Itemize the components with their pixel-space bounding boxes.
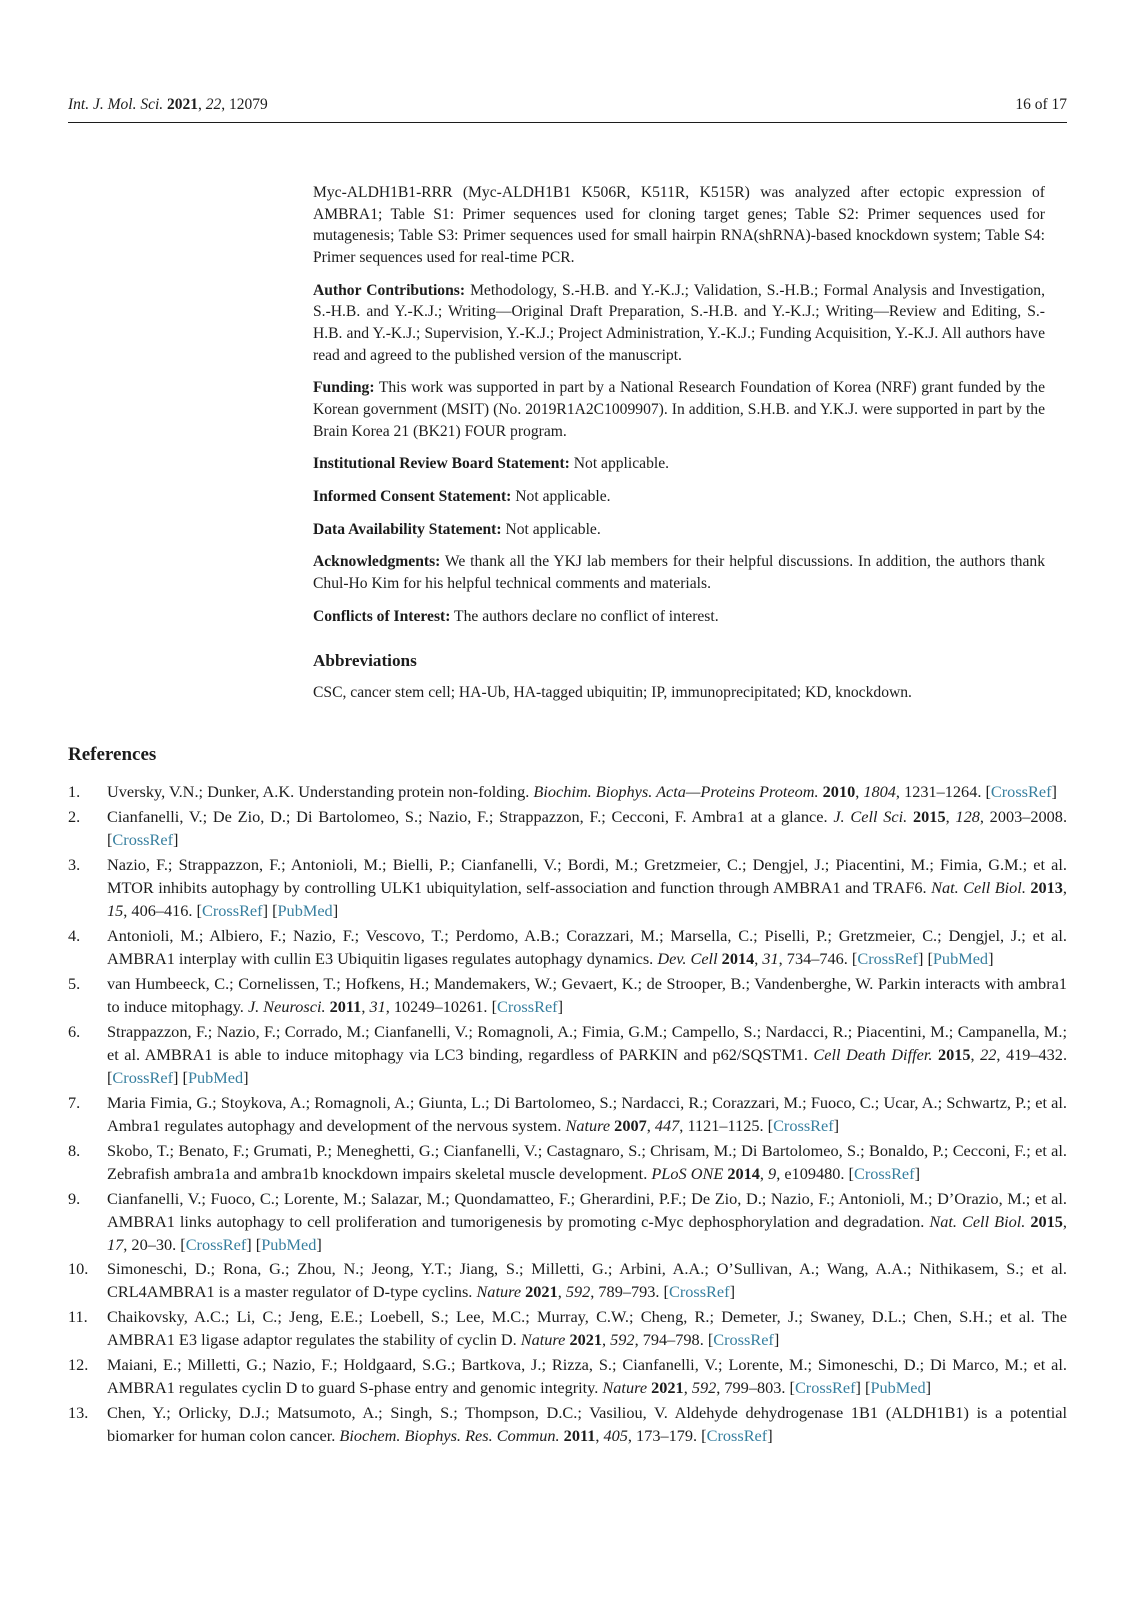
- text-segment: ,: [855, 782, 864, 802]
- text-segment: 22: [980, 1044, 997, 1064]
- statements: [313, 280, 1045, 628]
- text-segment: 2021: [167, 96, 199, 113]
- text-segment: 2007: [614, 1115, 647, 1135]
- text-segment: Strappazzon, F.; Nazio, F.; Corrado, M.; Cianfanelli, V.; Romagnoli, A.; Fimia, G.M.; Campello, S.; Nardacci, R.; Piacentini, M.; Campanella, M.; et al. AMBRA1 is able to induce mitophagy via LC3 binding, regardless of PARKIN and p62/SQSTM1.: [107, 1021, 1067, 1064]
- statement-paragraph: [313, 551, 1045, 594]
- references-list: [68, 781, 1067, 1448]
- crossref-link[interactable]: CrossRef: [112, 1067, 174, 1087]
- text-segment: , 1231–1264.: [895, 782, 986, 802]
- reference-number: 10.: [68, 1259, 89, 1279]
- statement-paragraph: [313, 377, 1045, 442]
- crossref-link[interactable]: CrossRef: [794, 1378, 856, 1398]
- link-bracket: [: [491, 996, 497, 1016]
- link-bracket: ]: [773, 1330, 780, 1350]
- text-segment: Nature: [476, 1282, 522, 1302]
- link-bracket: ]: [917, 948, 924, 968]
- text-segment: ,: [602, 1330, 611, 1350]
- text-segment: ,: [759, 1163, 769, 1183]
- link-bracket: [: [180, 1234, 186, 1254]
- reference-text: [107, 854, 1067, 923]
- text-segment: Chen, Y.; Orlicky, D.J.; Matsumoto, A.; Singh, S.; Thompson, D.C.; Vasiliou, V. Aldehyde dehydrogenase 1B1 (ALDH1B1) is a potential biomarker for human colon cancer.: [107, 1403, 1067, 1446]
- statement-text: Not applicable.: [569, 455, 670, 473]
- link-bracket: [: [707, 1330, 714, 1350]
- text-segment: ,: [1062, 1211, 1067, 1231]
- text-segment: Cell Death Differ.: [813, 1044, 933, 1064]
- reference-number: 11.: [68, 1307, 88, 1327]
- text-segment: 2015: [937, 1044, 971, 1064]
- link-bracket: [: [196, 900, 202, 920]
- statement-paragraph: [313, 606, 1045, 628]
- text-segment: ,: [198, 96, 206, 113]
- reference-number: 12.: [68, 1355, 89, 1375]
- crossref-link[interactable]: CrossRef: [706, 1426, 768, 1446]
- statement-text: Not applicable.: [511, 488, 611, 506]
- page-number: 16 of 17: [1015, 96, 1067, 113]
- text-segment: Simoneschi, D.; Rona, G.; Zhou, N.; Jeong, Y.T.; Jiang, S.; Milletti, G.; Arbini, A.A.; O’Sullivan, A.; Wang, A.A.; Nithikasem, S.; et al. CRL4AMBRA1 is a master regulator of D-type cyclins.: [107, 1259, 1067, 1302]
- reference-number: 4.: [68, 925, 81, 945]
- pubmed-link[interactable]: PubMed: [187, 1067, 244, 1087]
- journal-citation: [68, 96, 268, 114]
- reference-item: [68, 806, 1067, 852]
- link-bracket: [: [107, 830, 113, 850]
- text-segment: , 20–30.: [123, 1234, 181, 1254]
- link-bracket: [: [701, 1426, 707, 1446]
- text-segment: , 789–793.: [590, 1282, 664, 1302]
- statement-label: Acknowledgments:: [313, 553, 441, 571]
- reference-text: [107, 1140, 1067, 1186]
- link-bracket: [: [663, 1282, 669, 1302]
- statement-text: Methodology, S.-H.B. and Y.-K.J.; Validation, S.-H.B.; Formal Analysis and Investigation, S.-H.B. and Y.-K.J.; Writing—Original Draft Preparation, S.-H.B. and Y.-K.J.; Writing—Review and Editing, S.-H.B. and Y.-K.J.; Supervision, Y.-K.J.; Project Administration, Y.-K.J.; Funding Acquisition, Y.-K.J. All authors have read and agreed to the published version of the manuscript.: [313, 281, 1045, 364]
- crossref-link[interactable]: CrossRef: [668, 1282, 730, 1302]
- text-segment: 31: [762, 948, 779, 968]
- supplementary-paragraph: Myc-ALDH1B1-RRR (Myc-ALDH1B1 K506R, K511R, K515R) was analyzed after ectopic expression of AMBRA1; Table S1: Primer sequences used for cloning target genes; Table S2: Primer sequences used for mutagenesis; Table S3: Primer sequences used for small hairpin RNA(shRNA)-based knockdown system; Table S4: Primer sequences used for real-time PCR.: [313, 184, 1045, 267]
- text-segment: J. Neurosci.: [247, 996, 326, 1016]
- reference-item: [68, 1140, 1067, 1186]
- link-bracket: ]: [855, 1378, 861, 1398]
- reference-text: [107, 973, 1067, 1019]
- link-bracket: ]: [988, 948, 994, 968]
- text-segment: , 794–798.: [634, 1330, 708, 1350]
- text-segment: Nature: [565, 1115, 611, 1135]
- text-segment: ,: [361, 996, 370, 1016]
- statement-text: We thank all the YKJ lab members for their helpful discussions. In addition, the authors thank Chul-Ho Kim for his helpful technical comments and materials.: [313, 553, 1045, 593]
- link-bracket: ]: [767, 1426, 773, 1446]
- reference-text: [107, 925, 1067, 971]
- statement-text: This work was supported in part by a National Research Foundation of Korea (NRF) grant funded by the Korean government (MSIT) (No. 2019R1A2C1009907). In addition, S.H.B. and Y.K.J. were supported in part by the Brain Korea 21 (BK21) FOUR program.: [313, 379, 1045, 440]
- reference-text: [107, 1258, 1067, 1304]
- text-segment: 405: [603, 1426, 628, 1446]
- reference-item: [68, 1402, 1067, 1448]
- text-segment: ,: [945, 807, 956, 827]
- text-segment: 9: [768, 1163, 777, 1183]
- link-bracket: [: [182, 1067, 188, 1087]
- reference-number: 7.: [68, 1092, 81, 1112]
- link-bracket: [: [767, 1115, 774, 1135]
- reference-text: [107, 806, 1067, 852]
- statement-paragraph: [313, 280, 1045, 367]
- references-section: [68, 744, 1067, 1448]
- reference-number: 13.: [68, 1403, 89, 1423]
- back-matter-column: [313, 182, 1045, 704]
- link-bracket: ]: [246, 1234, 252, 1254]
- text-segment: ,: [683, 1378, 692, 1398]
- statement-paragraph: [313, 519, 1045, 541]
- reference-text: [107, 1021, 1067, 1090]
- statement-label: Author Contributions:: [313, 281, 466, 299]
- crossref-link[interactable]: CrossRef: [773, 1115, 834, 1135]
- text-segment: ,: [970, 1044, 981, 1064]
- link-bracket: ]: [925, 1378, 932, 1398]
- crossref-link[interactable]: CrossRef: [713, 1330, 774, 1350]
- link-bracket: [: [985, 782, 991, 802]
- reference-number: 6.: [68, 1021, 81, 1041]
- text-segment: Uversky, V.N.; Dunker, A.K. Understanding protein non-folding.: [107, 782, 534, 802]
- abbreviations-heading: Abbreviations: [313, 651, 417, 671]
- reference-number: 2.: [68, 807, 81, 827]
- page-header: [68, 96, 1067, 123]
- text-segment: , 10249–10261.: [385, 996, 492, 1016]
- text-segment: ,: [646, 1115, 655, 1135]
- text-segment: Nazio, F.; Strappazzon, F.; Antonioli, M.; Bielli, P.; Cianfanelli, V.; Bordi, M.; Gretzmeier, C.; Dengjel, J.; Piacentini, M.; Fimia, G.M.; et al. MTOR inhibits autophagy by controlling ULK1 ubiquitylation, self-association and function through AMBRA1 and TRAF6.: [107, 855, 1067, 897]
- link-bracket: [: [107, 1067, 113, 1087]
- link-bracket: ]: [833, 1115, 840, 1135]
- text-segment: 2011: [563, 1426, 596, 1446]
- text-segment: Skobo, T.; Benato, F.; Grumati, P.; Meneghetti, G.; Cianfanelli, V.; Castagnaro, S.; Chrisam, M.; Di Bartolomeo, S.; Bonaldo, P.; Cecconi, F.; et al. Zebrafish ambra1a and ambra1b knockdown impairs skeletal muscle development.: [107, 1140, 1067, 1183]
- text-segment: , 406–416.: [123, 900, 197, 920]
- text-segment: 2011: [329, 996, 362, 1016]
- link-bracket: [: [255, 1234, 262, 1254]
- pubmed-link[interactable]: PubMed: [932, 948, 989, 968]
- reference-number: 8.: [68, 1140, 81, 1160]
- text-segment: , 1121–1125.: [679, 1115, 768, 1135]
- link-bracket: ]: [243, 1067, 249, 1087]
- text-segment: 2014: [721, 948, 755, 968]
- link-bracket: ]: [1051, 782, 1057, 802]
- reference-text: [107, 1402, 1067, 1448]
- text-segment: Biochim. Biophys. Acta—Proteins Proteom.: [533, 782, 819, 802]
- text-segment: 2013: [1030, 877, 1063, 897]
- text-segment: ,: [557, 1282, 566, 1302]
- statement-text: The authors declare no conflict of interest.: [450, 607, 719, 625]
- reference-text: [107, 1354, 1067, 1400]
- link-bracket: ]: [173, 1067, 179, 1087]
- text-segment: PLoS ONE: [651, 1163, 724, 1183]
- text-segment: 22: [205, 96, 222, 113]
- abbreviations-text: CSC, cancer stem cell; HA-Ub, HA-tagged ubiquitin; IP, immunoprecipitated; KD, knockdown.: [313, 684, 912, 702]
- text-segment: , 799–803.: [716, 1378, 790, 1398]
- text-segment: , 173–179.: [627, 1426, 702, 1446]
- link-bracket: [: [848, 1163, 854, 1183]
- reference-text: [107, 1188, 1067, 1257]
- text-segment: Cianfanelli, V.; De Zio, D.; Di Bartolomeo, S.; Nazio, F.; Strappazzon, F.; Cecconi, F. Ambra1 at a glance.: [107, 807, 834, 827]
- text-segment: 31: [369, 996, 386, 1016]
- text-segment: , 12079: [221, 96, 268, 113]
- crossref-link[interactable]: CrossRef: [496, 996, 558, 1016]
- reference-item: [68, 854, 1067, 923]
- link-bracket: [: [789, 1378, 795, 1398]
- text-segment: 2021: [525, 1282, 558, 1302]
- reference-number: 3.: [68, 855, 81, 874]
- text-segment: Dev. Cell: [657, 948, 718, 968]
- text-segment: 1804: [863, 782, 896, 802]
- text-segment: Antonioli, M.; Albiero, F.; Nazio, F.; Vescovo, T.; Perdomo, A.B.; Corazzari, M.; Marsella, C.; Piselli, P.; Gretzmeier, C.; Dengjel, J.; et al. AMBRA1 interplay with cullin E3 Ubiquitin ligases regulates autophagy dynamics.: [107, 925, 1067, 968]
- text-segment: 2014: [727, 1163, 760, 1183]
- link-bracket: ]: [914, 1163, 920, 1183]
- text-segment: , 734–746.: [778, 948, 852, 968]
- link-bracket: ]: [173, 830, 179, 850]
- text-segment: Maiani, E.; Milletti, G.; Nazio, F.; Holdgaard, S.G.; Bartkova, J.; Rizza, S.; Cianfanelli, V.; Lorente, M.; Simoneschi, D.; Di Marco, M.; et al. AMBRA1 regulates cyclin D to guard S-phase entry and genomic integrity.: [107, 1355, 1067, 1398]
- text-segment: 2021: [569, 1330, 602, 1350]
- statement-label: Informed Consent Statement:: [313, 488, 512, 506]
- crossref-link[interactable]: CrossRef: [201, 900, 263, 920]
- reference-number: 9.: [68, 1188, 81, 1208]
- text-segment: van Humbeeck, C.; Cornelissen, T.; Hofkens, H.; Mandemakers, W.; Gevaert, K.; de Strooper, B.; Vandenberghe, W. Parkin interacts with ambra1 to induce mitophagy.: [107, 973, 1067, 1016]
- text-segment: , 419–432.: [996, 1044, 1068, 1064]
- reference-item: [68, 1306, 1067, 1352]
- text-segment: 592: [691, 1378, 717, 1398]
- reference-item: [68, 781, 1067, 804]
- text-segment: J. Cell Sci.: [833, 807, 908, 827]
- reference-number: 5.: [68, 973, 81, 993]
- link-bracket: ]: [557, 996, 564, 1016]
- text-segment: Nature: [520, 1330, 566, 1350]
- text-segment: 2021: [651, 1378, 684, 1398]
- text-segment: 17: [107, 1234, 124, 1254]
- pubmed-link[interactable]: PubMed: [261, 1234, 317, 1254]
- link-bracket: [: [927, 948, 933, 968]
- text-segment: ,: [595, 1426, 604, 1446]
- text-segment: Nat. Cell Biol.: [931, 877, 1026, 897]
- statement-label: Conflicts of Interest:: [313, 607, 451, 625]
- reference-item: [68, 1354, 1067, 1400]
- link-bracket: [: [272, 900, 278, 920]
- text-segment: 2015: [913, 807, 946, 827]
- text-segment: , e109480.: [776, 1163, 849, 1183]
- link-bracket: ]: [316, 1234, 322, 1254]
- crossref-link[interactable]: CrossRef: [990, 782, 1052, 802]
- text-segment: Maria Fimia, G.; Stoykova, A.; Romagnoli, A.; Giunta, L.; Di Bartolomeo, S.; Nardacci, R.; Corazzari, M.; Fuoco, C.; Ucar, A.; Schwartz, P.; et al. Ambra1 regulates autophagy and development of the nervous system.: [107, 1092, 1067, 1135]
- reference-text: [107, 1306, 1067, 1352]
- text-segment: Biochem. Biophys. Res. Commun.: [339, 1426, 560, 1446]
- reference-number: 1.: [68, 782, 81, 802]
- pubmed-link[interactable]: PubMed: [277, 900, 333, 920]
- reference-item: [68, 1188, 1067, 1257]
- statement-label: Institutional Review Board Statement:: [313, 455, 570, 473]
- text-segment: Chaikovsky, A.C.; Li, C.; Jeng, E.E.; Loebell, S.; Lee, M.C.; Murray, C.W.; Cheng, R.; Demeter, J.; Swaney, D.L.; Chen, S.H.; et al. The AMBRA1 E3 ligase adaptor regulates the stability of cyclin D.: [107, 1307, 1067, 1350]
- text-segment: Nat. Cell Biol.: [929, 1211, 1026, 1231]
- text-segment: 2010: [822, 782, 856, 802]
- statement-paragraph: [313, 453, 1045, 475]
- text-segment: 592: [565, 1282, 591, 1302]
- link-bracket: ]: [262, 900, 268, 920]
- pubmed-link[interactable]: PubMed: [870, 1378, 926, 1398]
- text-segment: Cianfanelli, V.; Fuoco, C.; Lorente, M.; Salazar, M.; Quondamatteo, F.; Gherardini, P.F.; De Zio, D.; Nazio, F.; Antonioli, M.; D’Orazio, M.; et al. AMBRA1 links autophagy to cell proliferation and tumorigenesis by promoting c-Myc dephosphorylation and degradation.: [107, 1188, 1067, 1231]
- text-segment: Int. J. Mol. Sci.: [68, 96, 168, 113]
- text-segment: 128: [955, 807, 980, 827]
- statement-text: Not applicable.: [501, 520, 601, 538]
- crossref-link[interactable]: CrossRef: [112, 830, 174, 850]
- crossref-link[interactable]: CrossRef: [857, 948, 918, 968]
- crossref-link[interactable]: CrossRef: [853, 1163, 915, 1183]
- reference-item: [68, 1021, 1067, 1090]
- reference-item: [68, 1258, 1067, 1304]
- text-segment: 15: [107, 900, 124, 920]
- text-segment: 2015: [1030, 1211, 1063, 1231]
- reference-item: [68, 925, 1067, 971]
- link-bracket: [: [851, 948, 858, 968]
- text-segment: 447: [654, 1115, 680, 1135]
- crossref-link[interactable]: CrossRef: [185, 1234, 247, 1254]
- reference-text: [107, 781, 1067, 804]
- text-segment: , 2003–2008.: [979, 807, 1068, 827]
- references-heading: References: [68, 744, 157, 766]
- statement-paragraph: [313, 486, 1045, 508]
- text-segment: ,: [754, 948, 763, 968]
- statement-label: Data Availability Statement:: [313, 520, 502, 538]
- statement-label: Funding:: [313, 379, 375, 397]
- link-bracket: [: [865, 1378, 871, 1398]
- reference-item: [68, 1092, 1067, 1138]
- reference-item: [68, 973, 1067, 1019]
- text-segment: ,: [1062, 877, 1067, 897]
- reference-text: [107, 1092, 1067, 1138]
- link-bracket: ]: [332, 900, 339, 920]
- text-segment: Nature: [602, 1378, 648, 1398]
- link-bracket: ]: [729, 1282, 735, 1302]
- text-segment: 592: [610, 1330, 635, 1350]
